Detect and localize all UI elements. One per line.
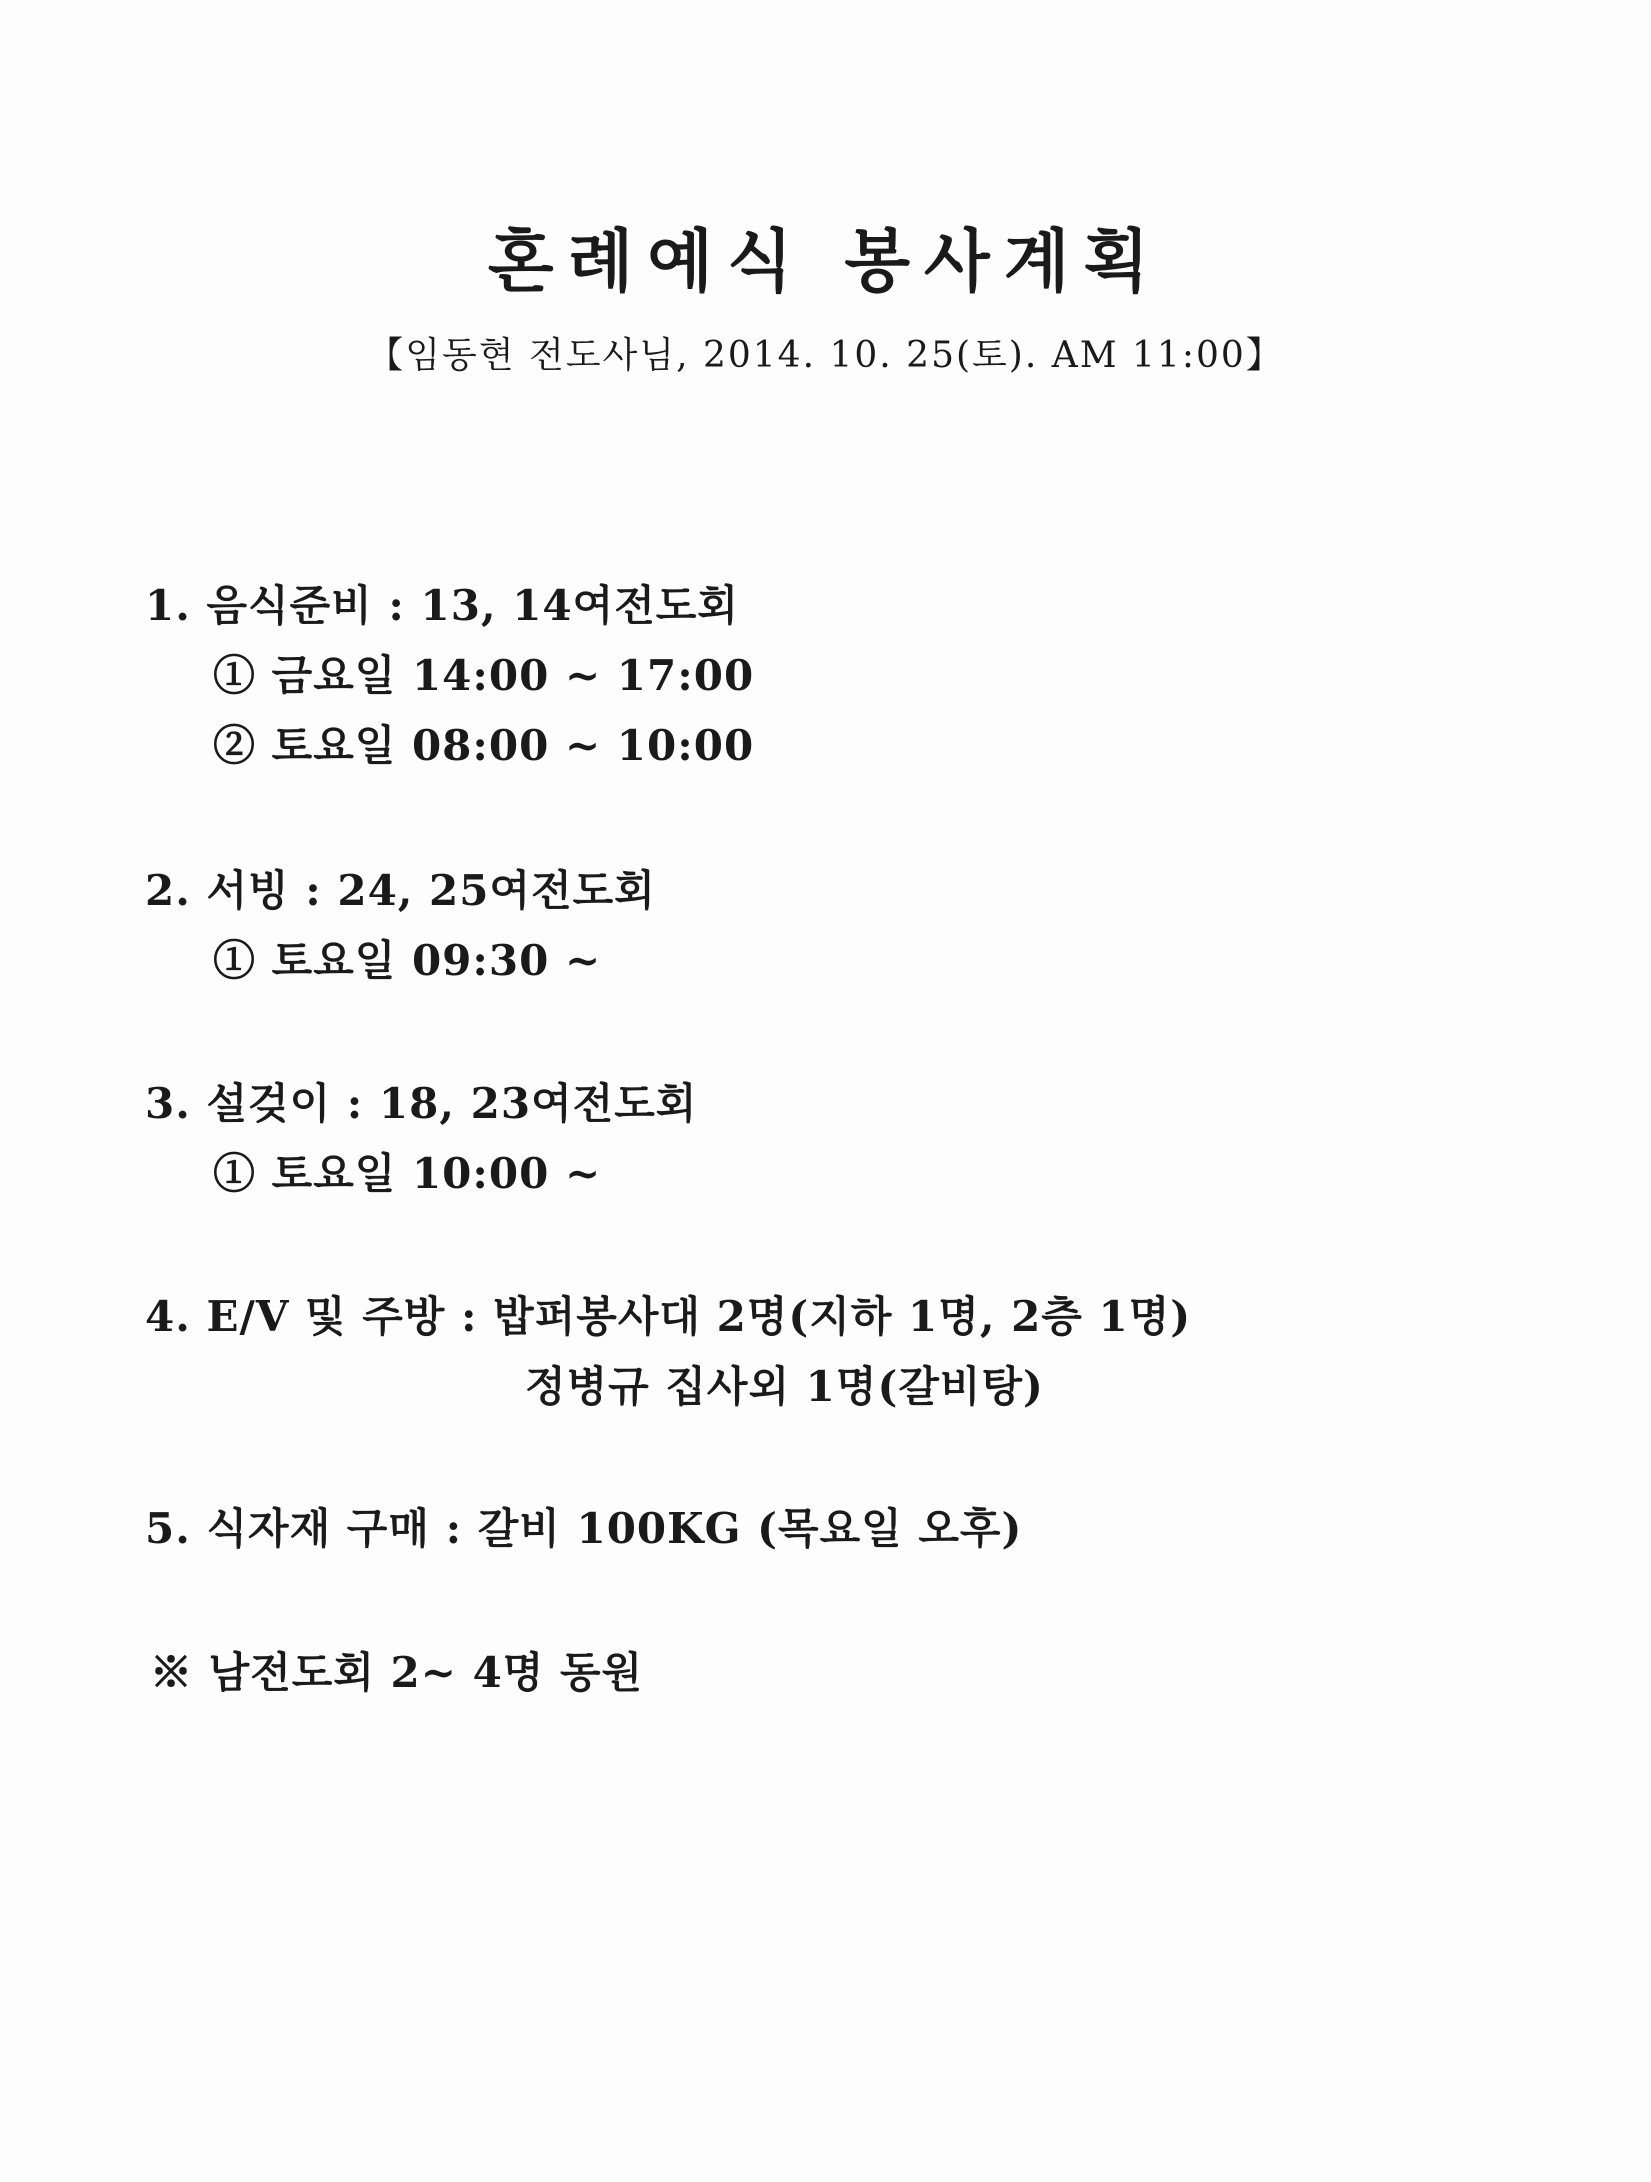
section-2-heading: 2. 서빙 : 24, 25여전도회 [145, 866, 656, 915]
page-title: 혼례예식 봉사계획 [487, 222, 1164, 302]
footer-note: ※ 남전도회 2~ 4명 동원 [150, 1648, 644, 1697]
section-4-heading: 4. E/V 및 주방 : 밥퍼봉사대 2명(지하 1명, 2층 1명) [145, 1292, 1192, 1341]
section-4-continuation: 정병규 집사외 1명(갈비탕) [525, 1362, 1044, 1411]
section-3-heading: 3. 설겆이 : 18, 23여전도회 [145, 1079, 698, 1128]
section-1-item-2: ② 토요일 08:00 ~ 10:00 [213, 721, 755, 770]
section-3-item-1: ① 토요일 10:00 ~ [213, 1149, 602, 1198]
section-1-heading: 1. 음식준비 : 13, 14여전도회 [145, 581, 739, 630]
section-1-item-1: ① 금요일 14:00 ~ 17:00 [213, 651, 755, 700]
page-subtitle: 【임동현 전도사님, 2014. 10. 25(토). AM 11:00】 [367, 335, 1284, 376]
section-2-item-1: ① 토요일 09:30 ~ [213, 936, 602, 985]
section-5-heading: 5. 식자재 구매 : 갈비 100KG (목요일 오후) [145, 1504, 1023, 1553]
